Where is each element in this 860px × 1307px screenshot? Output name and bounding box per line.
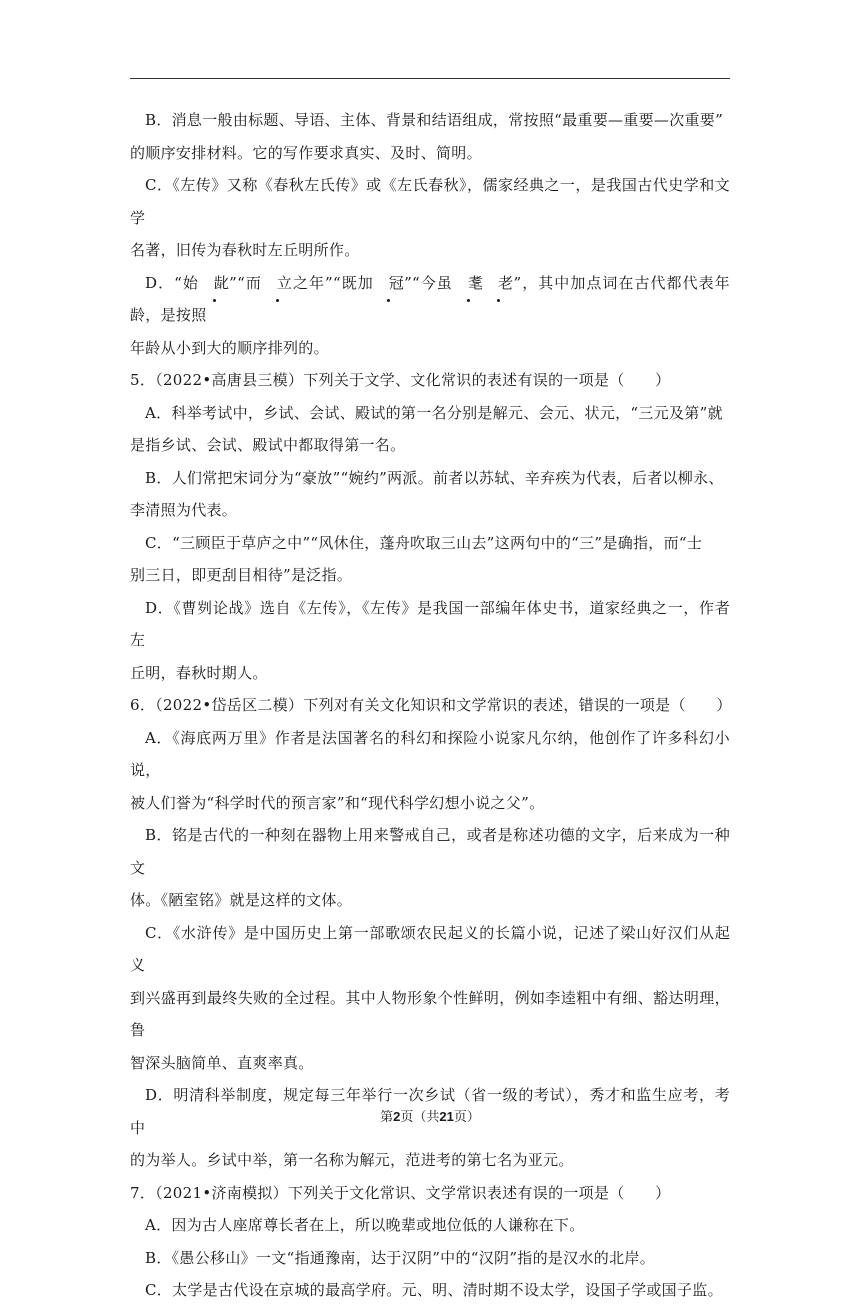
emphasis-dot-char: 老 <box>483 267 513 300</box>
q5-opt-a <box>130 397 730 462</box>
question-content <box>130 104 730 1307</box>
text-line: 的为举人。乡试中举，第一名称为解元，范进考的第七名为亚元。 <box>130 1151 574 1169</box>
q5-opt-c <box>130 527 730 592</box>
text-line: D．“始 龀”“而 立之年”“既加 冠”“今虽 耄 老”，其中加点词在古代都代表年龄，是按照 <box>130 274 730 325</box>
text-line: A．科举考试中，乡试、会试、殿试的第一名分别是解元、会元、状元，“三元及第”就 <box>145 403 723 422</box>
q5-opt-b <box>130 462 730 527</box>
text-line: 李清照为代表。 <box>130 501 238 519</box>
q5-stem <box>130 364 730 397</box>
text-line: 被人们誉为“科学时代的预言家”和“现代科学幻想小说之父”。 <box>130 793 545 812</box>
footer-prefix: 第 <box>380 1110 394 1125</box>
text-line: B．人们常把宋词分为“豪放”“婉约”两派。前者以苏轼、辛弃疾为代表，后者以柳永、 <box>145 468 724 487</box>
q7-opt-a <box>130 1209 730 1242</box>
q4-opt-b <box>130 104 730 169</box>
q4-opt-d <box>130 267 730 365</box>
text-line: 6．（2022•岱岳区二模）下列对有关文化知识和文学常识的表述，错误的一项是（ ） <box>130 696 732 714</box>
q5-opt-d <box>130 592 730 690</box>
footer-middle: 页（共 <box>400 1110 440 1125</box>
footer-page-number: 2 <box>393 1109 401 1124</box>
text-line: 年龄从小到大的顺序排列的。 <box>130 338 329 357</box>
text-line: 到兴盛再到最终失败的全过程。其中人物形象个性鲜明，例如李逵粗中有细、豁达明理，鲁 <box>130 988 730 1039</box>
text-line: C．《水浒传》是中国历史上第一部歌颂农民起义的长篇小说，记述了梁山好汉们从起义 <box>130 923 730 974</box>
page-footer <box>0 1106 860 1125</box>
text-line: 5．（2022•高唐县三模）下列关于文学、文化常识的表述有误的一项是（ ） <box>130 371 671 389</box>
text-line: C．“三顾臣于草庐之中”“风休住，蓬舟吹取三山去”这两句中的“三”是确指，而“士 <box>145 533 703 552</box>
text-line: 的顺序安排材料。它的写作要求真实、及时、简明。 <box>130 143 482 162</box>
text-line: 别三日，即更刮目相待”是泛指。 <box>130 566 353 584</box>
q6-stem <box>130 689 730 722</box>
text-line: 7．（2021•济南模拟）下列关于文化常识、文学常识表述有误的一项是（ ） <box>130 1183 671 1202</box>
q6-opt-c <box>130 917 730 1080</box>
text-line: A．《海底两万里》作者是法国著名的科幻和探险小说家凡尔纳，他创作了许多科幻小说， <box>130 728 730 779</box>
text-line: 智深头脑简单、直爽率真。 <box>130 1053 314 1072</box>
q6-opt-d <box>130 1079 730 1177</box>
footer-total-pages: 21 <box>439 1109 454 1124</box>
q7-opt-b <box>130 1242 730 1275</box>
emphasis-dot-char: 龀 <box>199 267 229 300</box>
q4-opt-c <box>130 169 730 267</box>
footer-suffix: 页） <box>453 1110 480 1125</box>
text-line: C．《左传》又称《春秋左氏传》或《左氏春秋》，儒家经典之一，是我国古代史学和文学 <box>130 176 730 227</box>
emphasis-dot-char: 耄 <box>453 267 483 300</box>
header-rule <box>130 78 730 79</box>
text-line: D．《曹刿论战》选自《左传》，《左传》是我国一部编年体史书，道家经典之一，作者左 <box>130 598 730 649</box>
q6-opt-b <box>130 819 730 917</box>
q7-stem <box>130 1177 730 1210</box>
text-line: B．《愚公移山》一文“指通豫南，达于汉阴”中的“汉阴”指的是汉水的北岸。 <box>145 1248 655 1267</box>
text-line: D．明清科举制度，规定每三年举行一次乡试（省一级的考试），秀才和监生应考，考中 <box>130 1086 730 1137</box>
q6-opt-a <box>130 722 730 820</box>
text-line: 名著，旧传为春秋时左丘明所作。 <box>130 241 360 259</box>
text-line: A．因为古人座席尊长者在上，所以晚辈或地位低的人谦称在下。 <box>145 1216 585 1234</box>
emphasis-dot-char: 立 <box>262 267 292 300</box>
text-line: C．太学是古代设在京城的最高学府。元、明、清时期不设太学，设国子学或国子监。 <box>145 1281 723 1299</box>
text-line: 是指乡试、会试、殿试中都取得第一名。 <box>130 436 406 454</box>
text-line: 丘明，春秋时期人。 <box>130 663 268 682</box>
text-line: 体。《陋室铭》就是这样的文体。 <box>130 891 353 909</box>
text-line: B．消息一般由标题、导语、主体、背景和结语组成，常按照“最重要—重要—次重要” <box>145 111 724 129</box>
q7-opt-c <box>130 1274 730 1307</box>
text-line: B．铭是古代的一种刻在器物上用来警戒自己，或者是称述功德的文字，后来成为一种文 <box>130 826 730 877</box>
emphasis-dot-char: 冠 <box>374 267 404 300</box>
